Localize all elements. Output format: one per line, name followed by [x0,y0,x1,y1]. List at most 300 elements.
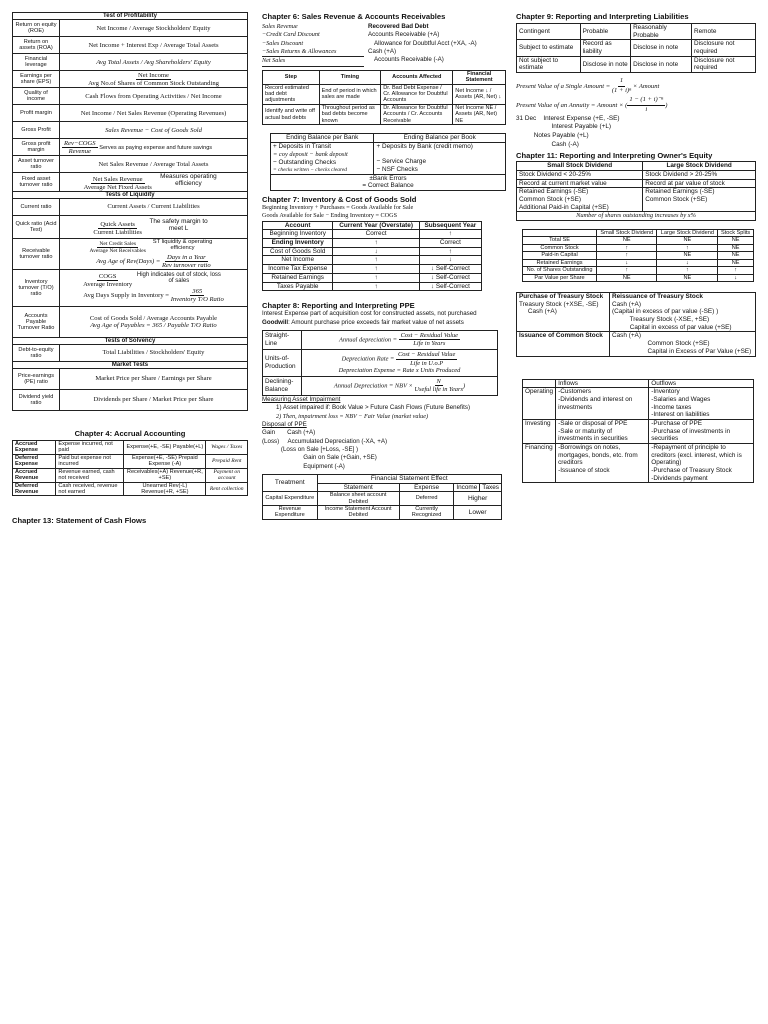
ap-turnover-formula [60,306,248,337]
table-cell: ↑ [333,265,419,274]
bad-debt-table [262,70,506,125]
roe-formula: Net Income / Average Stockholders' Equity [60,20,248,37]
disposal-line: Gain on Sale (+Gain, +SE) [262,454,377,462]
debt-equity-label: Debt-to-equity ratio [13,344,60,361]
accrual-desc: Expense incurred, not paid [56,440,124,454]
recon-line: − Outstanding Checks [273,158,337,166]
journal-line: 31 Dec Interest Expense (+E, -SE) [516,114,620,122]
table-cell: Revenue Expenditure [263,505,318,519]
pe-label: Price-earnings (PE) ratio [13,368,60,389]
dep-numerator: Cost − Residual Value [397,350,456,358]
dep-lhs: Annual depreciation = [338,336,398,344]
gpm-note: Serves as paying expense and future savings [99,144,213,151]
table-cell: Retained Earnings (-SE) Common Stock (+SE) Additional Paid-in Capital (+SE) [517,188,643,212]
accrual-table [12,440,248,496]
gross-profit-formula: Sales Revenue − Cost of Goods Sold [60,122,248,139]
pv-rhs: ) [665,101,668,109]
dep-method: Units-of-Production [263,349,302,376]
table-cell: Cost of Goods Sold [263,247,333,256]
roa-label: Return on assets (ROA) [13,37,60,54]
inventory-turnover-formula [60,269,248,306]
current-ratio-formula: Current Assets / Current Liabilities [60,198,248,215]
calc-line: −Sales Discount [262,39,304,47]
table-cell: Retained Earnings [263,273,333,282]
recon-line: + Deposits by Bank (credit memo) [376,142,473,150]
pv-denominator: i [645,105,648,113]
col-head: Contingent [517,24,581,40]
activity-type: Operating [523,388,556,420]
profit-margin-label: Profit margin [13,105,60,122]
outflows-cell: -Inventory -Salaries and Wages -Income taxes -Interest on liabilities [649,388,754,420]
ch4-title: Chapter 4: Accrual Accounting [74,428,186,438]
market-heading: Market Tests [13,361,248,368]
asset-turnover-formula: Net Sales Revenue / Average Total Assets [60,156,248,173]
liquidity-heading: Tests of Liquidity [13,191,248,198]
table-cell: ↑ [419,230,481,239]
entry-line: Capital in excess of par value (+SE) [612,323,732,331]
leverage-formula: Avg Total Assets / Avg Shareholders' Equity [60,54,248,71]
pv-lhs: Present Value of an Annuity = Amount × ( [516,101,628,109]
dep-lhs: Depreciation Rate = [341,355,395,363]
accrual-example: Payment on account [206,468,248,482]
entry-line: Capital in Excess of Par Value (+SE) [612,347,752,355]
outflows-cell: -Repayment of principle to creditors (excl. interest, which is Operating) -Purchase of Treasury Stock -Dividends payment [649,444,754,483]
receivable-formula [60,238,248,269]
entry-line: Cash (+A) [612,332,641,340]
current-ratio-label: Current ratio [13,198,60,215]
entry-line: Accounts Receivable (-A) [374,56,444,64]
col-head: Large Stock Dividend [657,230,718,237]
table-cell: Disclosure not required [692,40,756,56]
depreciation-table [262,330,498,396]
table-cell: ↑ [333,273,419,282]
outflows-cell: -Purchase of PPE -Purchase of investments in securities [649,419,754,443]
recv-denominator: Average Net Receivables [89,247,146,254]
table-cell: Record as liability [580,40,630,56]
table-cell: Lower [454,505,502,519]
dep-method: Declining-Balance [263,376,302,395]
inventory-error-table [262,221,482,292]
calc-line: −Credit Card Discount [262,31,320,39]
col-head [523,230,597,237]
solvency-heading: Tests of Solvency [13,337,248,344]
recon-line: = Correct Balance [362,182,414,190]
ch8-title: Chapter 8: Reporting and Interpreting PPE [262,301,415,311]
calc-line: Sales Revenue [262,23,298,30]
recv-note: ST liquidity & operating efficiency [152,238,213,251]
col-head: Small Stock Dividend [517,162,643,171]
entry-line: Treasury Stock (-XSE, +SE) [612,316,710,324]
ch9-title: Chapter 9: Reporting and Interpreting Liabilities [516,12,689,21]
ap-turnover-label: Accounts Payable Turnover Ratio [13,306,60,337]
sub-head: Taxes [480,483,502,491]
stock-dividend-table [516,161,756,221]
eps-numerator: Net Income [138,71,169,79]
recon-bank-side [271,142,374,174]
col-head: Small Stock Dividend [597,230,657,237]
table-cell: ↑ [657,267,718,274]
calc-line: Net Sales [262,56,364,66]
recon-line: − NSF Checks [376,165,418,173]
table-cell: Correct [419,239,481,248]
chapters-6-8-column [262,12,506,520]
table-cell: Retained Earnings [523,259,597,266]
quick-denominator: Current Liabilities [93,228,142,236]
table-cell: NE [718,237,754,244]
dep-formula [302,349,498,376]
col-head: Treatment [263,475,318,492]
pv-lhs: Present Value of a Single Amount = [516,83,611,91]
activity-type: Financing [523,444,556,483]
entry-line: (Capital in excess of par value (-SE) ) [612,308,719,316]
treasury-stock-table [516,292,756,357]
pv-single-formula [516,77,756,96]
recovered-bad-debt-title: Recovered Bad Debt [368,23,429,30]
table-cell: Disclose in note [580,56,630,72]
ch7-line: Beginning Inventory + Purchases = Goods Available for Sale [262,203,414,211]
entry-line: Common Stock (+SE) [612,340,710,348]
entry-line: Cash (+A) [368,48,397,56]
accrual-entry: Unearned Rev(-L) Revenue(+R, +SE) [124,482,206,496]
col-head: Step [263,70,320,84]
table-cell: ↑ [597,244,657,251]
col-head [523,379,556,388]
journal-line: Interest Payable (+L) [516,123,612,131]
table-cell: ↑ [597,267,657,274]
table-cell: Throughout period as bad debts become known [319,104,381,124]
table-cell: Identify and write off actual bad debts [263,104,320,124]
col-head: Probable [580,24,630,40]
table-cell: Higher [454,492,502,506]
recon-line: − Service Charge [376,158,427,166]
chapters-9-11-column [516,12,756,483]
gross-profit-label: Gross Profit [13,122,60,139]
table-cell: Record at par value of stock [643,179,756,188]
table-cell: Total SE [523,237,597,244]
table-cell: ↓ Self-Correct [419,273,481,282]
recovered-bad-debt [368,23,477,67]
fixed-asset-formula [60,173,248,192]
accrual-type: Accrued Expense [13,440,56,454]
sub-head: Statement [317,483,399,491]
table-cell: Paid-in Capital [523,252,597,259]
eps-denominator: Avg No.of Shares of Common Stock Outstanding [88,79,219,87]
journal-line: Notes Payable (+L) [516,131,589,139]
recon-footer [271,174,506,190]
table-cell: Beginning Inventory [263,230,333,239]
dividend-comparison-table [522,229,754,282]
table-cell: Record at current market value [517,179,643,188]
col-head: Outflows [649,379,754,388]
eps-formula [60,71,248,88]
table-cell: NE [718,259,754,266]
expenditure-table [262,474,502,520]
table-cell: ↓ [597,259,657,266]
roe-label: Return on equity (ROE) [13,20,60,37]
table-cell: Net Income NE / Assets (AR, Net) NE [453,104,506,124]
dep-denominator: Life in Years [413,340,446,348]
dep-numerator: N [436,377,441,385]
fixed-asset-denominator: Average Net Fixed Assets [83,183,152,191]
inv-numerator: COGS [98,273,117,281]
quick-ratio-label: Quick ratio (Acid Test) [13,215,60,238]
entry-line: Treasury Stock (+XSE, -SE) [519,300,599,308]
ch7-title: Chapter 7: Inventory & Cost of Goods Sold [262,194,417,204]
col-head: Large Stock Dividend [643,162,756,171]
table-cell: ↑ [333,256,419,265]
accrual-desc: Revenue earned, cash not received [56,468,124,482]
table-cell: ↑ [333,282,419,291]
ch8-line: Interest Expense part of acquisition cost for constructed assets, not purchased [262,310,477,318]
table-cell: Stock Dividend > 20-25% [643,170,756,179]
ch13-title: Chapter 13: Statement of Cash Flows [12,516,147,526]
cash-flow-table [522,379,754,484]
recv-days-denominator: Rev turnover ratio [161,261,211,269]
gpm-label: Gross profit margin [13,139,60,156]
table-cell: ↓ [419,256,481,265]
journal-line: Cash (-A) [516,140,579,148]
dividend-yield-formula: Dividends per Share / Market Price per Share [60,389,248,410]
table-cell: Correct [333,230,419,239]
table-cell: Disclose in note [631,56,692,72]
dep-denominator: Life in U.o.P [410,359,444,367]
recon-line: + Deposits in Transit [273,143,332,151]
dep-method: Straight-Line [263,330,302,349]
col-head: Remote [692,24,756,40]
table-cell: Stock Dividend < 20-25% [517,170,643,179]
table-cell: NE [657,237,718,244]
col-head: Reasonably Probable [631,24,692,40]
recv-days-lhs: Avg Age of Rev(Days) = [96,257,161,265]
ch7-line: Goods Available for Sale − Ending Inventory = COGS [262,212,398,220]
inventory-turnover-label: Inventory turnover (T/O) ratio [13,269,60,306]
accrual-entry: Expense(+E, -SE) Payable(+L) [124,440,206,454]
entry-line: Accounts Receivable (+A) [368,31,440,39]
table-cell: Dr. Bad Debt Expense / Cr. Allowance for Doubtful Accounts [381,84,453,104]
table-cell: ↓ [718,274,754,281]
ratios-column [12,12,248,525]
col-head: Inflows [556,379,649,388]
table-cell: Disclosure not required [692,56,756,72]
table-cell: NE [657,252,718,259]
treasury-purchase-title: Purchase of Treasury Stock [519,293,604,301]
table-cell: Net Income ↓ / Assets (AR, Net) ↓ [453,84,506,104]
ap-formula: Cost of Goods Sold / Average Accounts Payable [89,314,218,322]
col-head: Financial Statement Effect [317,475,501,484]
inflows-cell: -Customers -Dividends and interest on investments [556,388,649,420]
recon-line: = coy deposit − bank deposit [273,151,348,159]
table-cell: ↓ Self-Correct [419,282,481,291]
quick-numerator: Quick Assets [100,220,135,228]
table-cell: Common Stock [523,244,597,251]
dep-formula: Annual Depreciation = NBV × $\frac{N}{\text{Useful life in Years}}$ ) [302,376,498,395]
inv-denominator: Average Inventory [83,281,133,289]
bank-reconciliation [270,133,506,191]
table-cell: NE [718,244,754,251]
table-cell: Taxes Payable [263,282,333,291]
inv-days-denominator: Inventory T/O Ratio [170,296,224,304]
ch6-title: Chapter 6: Sales Revenue & Accounts Receivables [262,12,446,21]
accrual-example: Prepaid Rent [206,454,248,468]
table-cell: ↓ [657,259,718,266]
recon-book-side [374,142,506,174]
pv-annuity-formula [516,96,756,115]
sub-head: Income [454,483,480,491]
table-cell: Net Income [263,256,333,265]
roa-formula: Net Income + Interest Exp / Average Total Assets [60,37,248,54]
inflows-cell: -Sale or disposal of PPE -Sale or maturity of investments in securities [556,419,649,443]
table-cell: NE [718,252,754,259]
table-cell: ↑ [419,247,481,256]
table-cell: NE [597,274,657,281]
gpm-numerator: Rev−COGS [64,139,96,147]
pv-rhs: × Amount [632,83,660,91]
ch6-entries [262,23,506,67]
table-cell: ↑ [718,267,754,274]
quality-income-label: Quality of income [13,88,60,105]
receivable-label: Receivable turnover ratio [13,238,60,269]
col-head: Financial Statement [453,70,506,84]
recv-days-numerator: Days in a Year [166,253,206,261]
accrual-type: Deferred Revenue [13,482,56,496]
fixed-asset-note: Measures operating efficiency [160,173,217,187]
disposal-line: (Loss on Sale [+Loss, -SE] ) [262,446,359,454]
sub-head: Expense [399,483,453,491]
pv-denominator: (1 + i)ⁿ [611,87,632,95]
entry-line: Cash (+A) [519,308,557,316]
recv-numerator: Net Credit Sales [99,240,136,247]
col-head: Stock Splits [718,230,754,237]
profitability-heading: Test of Profitability [13,13,248,20]
activity-type: Investing [523,419,556,443]
quality-income-formula: Cash Flows from Operating Activities / Net Income [60,88,248,105]
inv-days-lhs: Avg Days Supply in Inventory = [83,292,170,300]
col-head: Account [263,221,333,230]
calc-line: −Sales Returns & Allowances [262,48,337,56]
table-cell: ↑ [597,252,657,259]
dep-lhs: Annual Depreciation = NBV × [333,382,413,390]
table-cell: Disclose in note [631,40,692,56]
table-cell: ↓ [333,247,419,256]
dep-numerator: Cost − Residual Value [400,331,459,339]
impairment-line: 2) Then, impairment loss = NBV − Fair Value (market value) [276,412,429,420]
table-cell: Dr. Allowance for Doubtful Accounts / Cr. Accounts Receivable [381,104,453,124]
accrual-type: Deferred Expense [13,454,56,468]
issuance-cell [610,332,756,356]
inflows-cell: -Borrowings on notes, mortgages, bonds, etc. from creditors -Issuance of stock [556,444,649,483]
impairment-title: Measuring Asset Impairment [262,395,341,403]
treasury-reissue-cell [610,293,756,332]
goodwill-term: Goodwill [262,318,289,326]
table-cell: ↑ [657,244,718,251]
treasury-purchase-cell [517,293,610,332]
asset-turnover-label: Asset turnover ratio [13,156,60,173]
pv-numerator: 1 [618,77,625,87]
entry-line: Cash (+A) [612,300,641,308]
col-head: Timing [319,70,381,84]
dividend-yield-label: Dividend yield ratio [13,389,60,410]
pv-numerator: 1 − (1 + i)⁻ⁿ [627,96,665,106]
table-cell: End of period in which sales are made [319,84,381,104]
profit-margin-formula: Net Income / Net Sales Revenue (Operating Revenues) [60,105,248,122]
ratios-table [12,12,248,411]
disposal-title: Disposal of PPE [262,421,307,428]
quick-ratio-formula [60,215,248,238]
gpm-denominator: Revenue [68,147,91,155]
recon-line: = checks written − checks cleared [273,166,347,173]
fixed-asset-label: Fixed asset turnover ratio [13,173,60,192]
table-cell: NE [657,274,718,281]
table-cell: Record estimated bad debt adjustments [263,84,320,104]
ch11-title: Chapter 11: Reporting and Interpreting Owner's Equity [516,151,713,161]
recon-head: Ending Balance per Book [374,134,506,143]
accrual-desc: Cash received, revenue not earned [56,482,124,496]
recon-line: ±Bank Errors [369,174,407,182]
table-cell: NE [597,237,657,244]
table-cell: Not subject to estimate [517,56,581,72]
net-sales-calc [262,23,364,67]
treasury-reissue-title: Reissuance of Treasury Stock [612,293,703,301]
dep-extra: Depreciation Expense = Rate x Units Produced [338,367,461,375]
debt-equity-formula: Total Liabilities / Stockholders' Equity [60,344,248,361]
table-cell: Subject to estimate [517,40,581,56]
col-head: Current Year (Overstate) [333,221,419,230]
col-head: Subsequent Year [419,221,481,230]
disposal-line: Gain Cash (+A) [262,429,316,437]
contingency-table [516,23,756,73]
table-cell: Deferred [399,492,453,506]
fixed-asset-numerator: Net Sales Revenue [92,175,143,183]
ap-age-formula: Avg Age of Payables = 365 / Payable T/O Ratio [90,321,217,329]
accrual-desc: Paid but expense not incurred [56,454,124,468]
dep-denominator: Useful life in Years [414,386,463,394]
inv-days-numerator: 365 [192,288,203,296]
accrual-entry: Expense(+E, -SE) Prepaid Expense (-A) [124,454,206,468]
quick-note: The safety margin to meet L [149,217,208,232]
inv-note: High indicates out of stock, loss of sales [136,272,221,285]
accrual-entry: Receivables(+A) Revenue(+R, +SE) [124,468,206,482]
table-cell: Balance sheet account Debited [317,492,399,506]
gpm-formula [60,139,248,156]
accrual-type: Accrued Revenue [13,468,56,482]
col-head: Accounts Affected [381,70,453,84]
table-cell: Ending Inventory [263,239,333,248]
goodwill-definition: : Amount purchase price exceeds fair market value of net assets [288,318,464,326]
table-cell: Currently Recognized [399,505,453,519]
eps-label: Earnings per share (EPS) [13,71,60,88]
table-cell: ↑ [333,239,419,248]
dep-formula [302,330,498,349]
table-cell: Income Tax Expense [263,265,333,274]
table-cell: Retained Earnings (-SE) Common Stock (+SE) [643,188,756,212]
shares-increase-note: Number of shares outstanding increases by x% [517,212,756,221]
table-cell: Income Statement Account Debited [317,505,399,519]
table-cell: ↓ Self-Correct [419,265,481,274]
table-cell: Capital Expenditure [263,492,318,506]
table-cell: Par Value per Share [523,274,597,281]
leverage-label: Financial leverage [13,54,60,71]
impairment-line: 1) Asset impaired if: Book Value > Future Cash Flows (Future Benefits) [276,404,471,412]
table-cell: No. of Shares Outstanding [523,267,597,274]
accrual-example: Wages / Taxes [206,440,248,454]
disposal-line: (Loss) Accumulated Depreciation (-XA, +A) [262,437,388,445]
pe-formula: Market Price per Share / Earnings per Share [60,368,248,389]
issuance-title: Issuance of Common Stock [517,332,610,356]
accrual-example: Rent collection [206,482,248,496]
disposal-line: Equipment (-A) [262,462,345,470]
entry-line: Allowance for Doubtful Acct (+XA, -A) [374,39,477,47]
recon-head: Ending Balance per Bank [271,134,374,143]
